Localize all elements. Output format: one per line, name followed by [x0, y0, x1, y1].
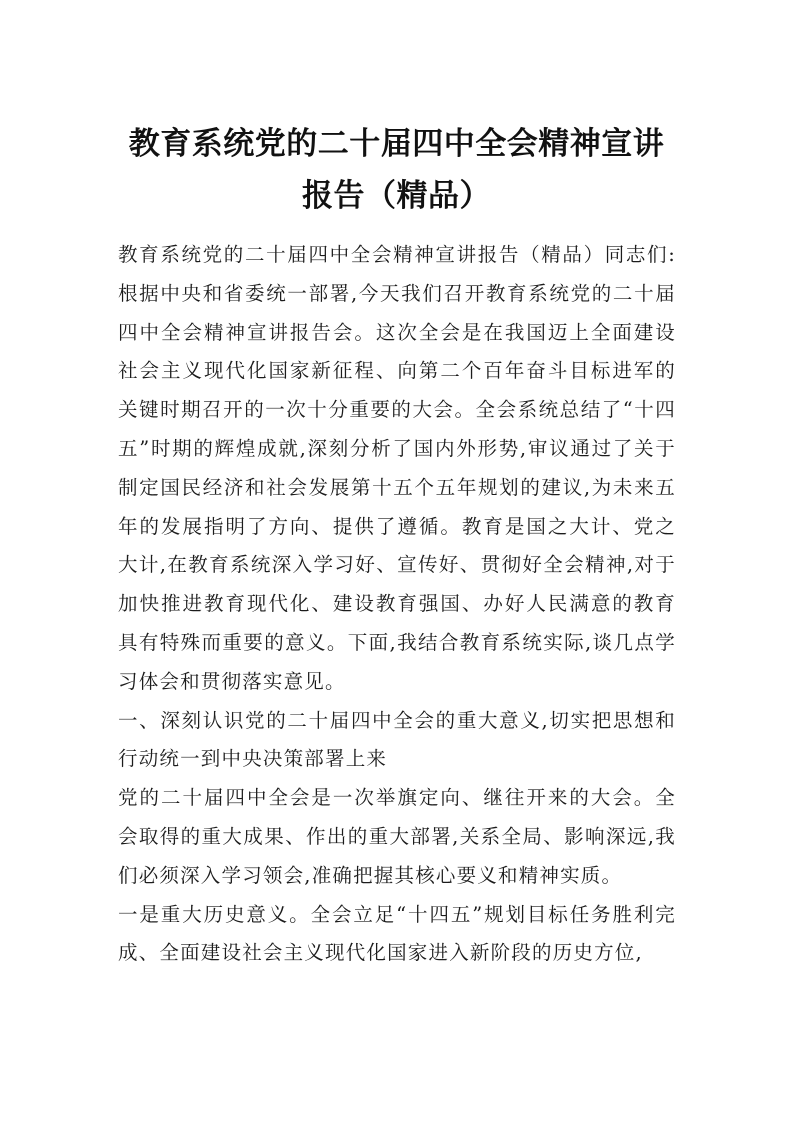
paragraph-section-1: 党的二十届四中全会是一次举旗定向、继往开来的大会。全会取得的重大成果、作出的重大部署,关系全局、影响深远,我们必须深入学习领会,准确把握其核心要义和精神实质。 — [118, 786, 676, 887]
document-title: 教育系统党的二十届四中全会精神宣讲报告（精品） — [128, 126, 665, 214]
document-body — [118, 236, 676, 973]
section-heading-1: 一、深刻认识党的二十届四中全会的重大意义,切实把思想和行动统一到中央决策部署上来 — [118, 708, 676, 771]
paragraph-intro: 教育系统党的二十届四中全会精神宣讲报告（精品）同志们:根据中央和省委统一部署,今天我们召开教育系统党的二十届四中全会精神宣讲报告会。这次全会是在我国迈上全面建设社会主义现代化国家新征程、向第二个百年奋斗目标进军的关键时期召开的一次十分重要的大会。全会系统总结了“十四五”时期的辉煌成就,深刻分析了国内外形势,审议通过了关于制定国民经济和社会发展第十五个五年规划的建议,为未来五年的发展指明了方向、提供了遵循。教育是国之大计、党之大计,在教育系统深入学习好、宣传好、贯彻好全会精神,对于加快推进教育现代化、建设教育强国、办好人民满意的教育具有特殊而重要的意义。下面,我结合教育系统实际,谈几点学习体会和贯彻落实意见。 — [118, 243, 676, 693]
paragraph-historical-significance: 一是重大历史意义。全会立足“十四五”规划目标任务胜利完成、全面建设社会主义现代化国家进入新阶段的历史方位, — [118, 902, 676, 965]
